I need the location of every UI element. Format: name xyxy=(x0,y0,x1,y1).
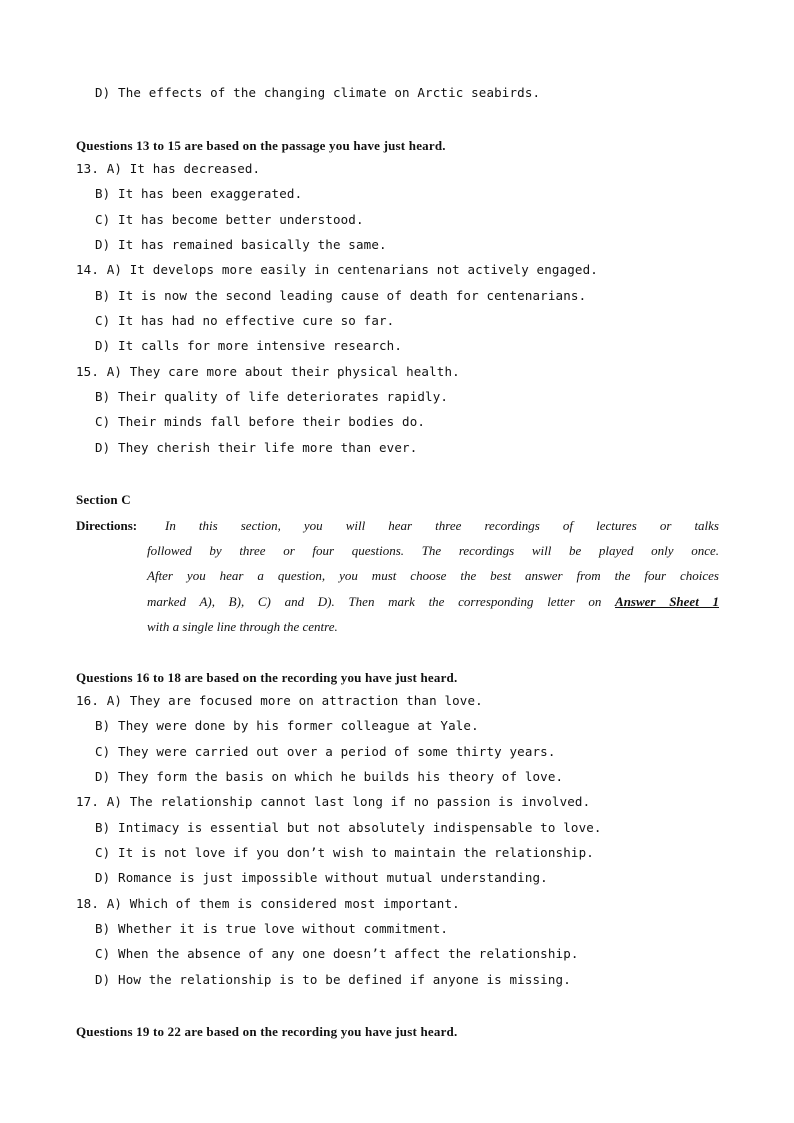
question-13 xyxy=(76,161,260,177)
directions-line-5: with a single line through the centre. xyxy=(147,619,338,634)
answer-sheet-label: Answer Sheet 1 xyxy=(615,594,720,609)
directions-line-4-text: marked A), B), C) and D). Then mark the corresponding letter on xyxy=(147,594,602,609)
option-a: A) They are focused more on attraction than love. xyxy=(106,693,483,708)
question-14 xyxy=(76,262,598,278)
q16-option-d: D) They form the basis on which he builds his theory of love. xyxy=(95,769,564,784)
section-c-title: Section C xyxy=(76,492,131,507)
q17-option-c: C) It is not love if you don’t wish to maintain the relationship. xyxy=(95,845,594,860)
directions-label xyxy=(76,518,137,534)
q13-option-c: C) It has become better understood. xyxy=(95,212,364,227)
q14-option-b: B) It is now the second leading cause of death for centenarians. xyxy=(95,288,587,303)
directions-line-3: After you hear a question, you must choose the best answer from the four choices xyxy=(147,568,719,583)
question-number: 18. xyxy=(76,896,100,911)
q13-option-d: D) It has remained basically the same. xyxy=(95,237,387,252)
question-16 xyxy=(76,693,483,709)
group-16-18-heading: Questions 16 to 18 are based on the recording you have just heard. xyxy=(76,670,458,685)
option-a: A) The relationship cannot last long if no passion is involved. xyxy=(106,794,591,809)
directions-line-1: In this section, you will hear three recordings of lectures or talks xyxy=(165,518,719,533)
q12-option-d: D) The effects of the changing climate on Arctic seabirds. xyxy=(95,85,541,100)
directions-line-2: followed by three or four questions. The recordings will be played only once. xyxy=(147,543,719,558)
group-13-15-heading: Questions 13 to 15 are based on the passage you have just heard. xyxy=(76,138,446,153)
q13-option-b: B) It has been exaggerated. xyxy=(95,186,303,201)
directions-line-4 xyxy=(147,594,719,610)
option-a: A) Which of them is considered most important. xyxy=(106,896,460,911)
q14-option-c: C) It has had no effective cure so far. xyxy=(95,313,395,328)
option-a: A) They care more about their physical health. xyxy=(106,364,460,379)
q15-option-c: C) Their minds fall before their bodies do. xyxy=(95,414,426,429)
q17-option-b: B) Intimacy is essential but not absolutely indispensable to love. xyxy=(95,820,602,835)
q15-option-d: D) They cherish their life more than ever. xyxy=(95,440,418,455)
question-number: 13. xyxy=(76,161,100,176)
question-15 xyxy=(76,364,460,380)
question-number: 15. xyxy=(76,364,100,379)
question-number: 16. xyxy=(76,693,100,708)
q16-option-c: C) They were carried out over a period of some thirty years. xyxy=(95,744,556,759)
q17-option-d: D) Romance is just impossible without mutual understanding. xyxy=(95,870,548,885)
question-number: 14. xyxy=(76,262,100,277)
q18-option-b: B) Whether it is true love without commitment. xyxy=(95,921,449,936)
group-19-22-heading: Questions 19 to 22 are based on the recording you have just heard. xyxy=(76,1024,458,1039)
directions-label-text: Directions: xyxy=(76,518,138,533)
q18-option-c: C) When the absence of any one doesn’t affect the relationship. xyxy=(95,946,579,961)
q16-option-b: B) They were done by his former colleague at Yale. xyxy=(95,718,479,733)
q18-option-d: D) How the relationship is to be defined if anyone is missing. xyxy=(95,972,571,987)
option-a: A) It has decreased. xyxy=(106,161,261,176)
option-a: A) It develops more easily in centenarians not actively engaged. xyxy=(106,262,598,277)
question-17 xyxy=(76,794,590,810)
question-18 xyxy=(76,896,460,912)
q14-option-d: D) It calls for more intensive research. xyxy=(95,338,403,353)
q15-option-b: B) Their quality of life deteriorates rapidly. xyxy=(95,389,449,404)
question-number: 17. xyxy=(76,794,100,809)
